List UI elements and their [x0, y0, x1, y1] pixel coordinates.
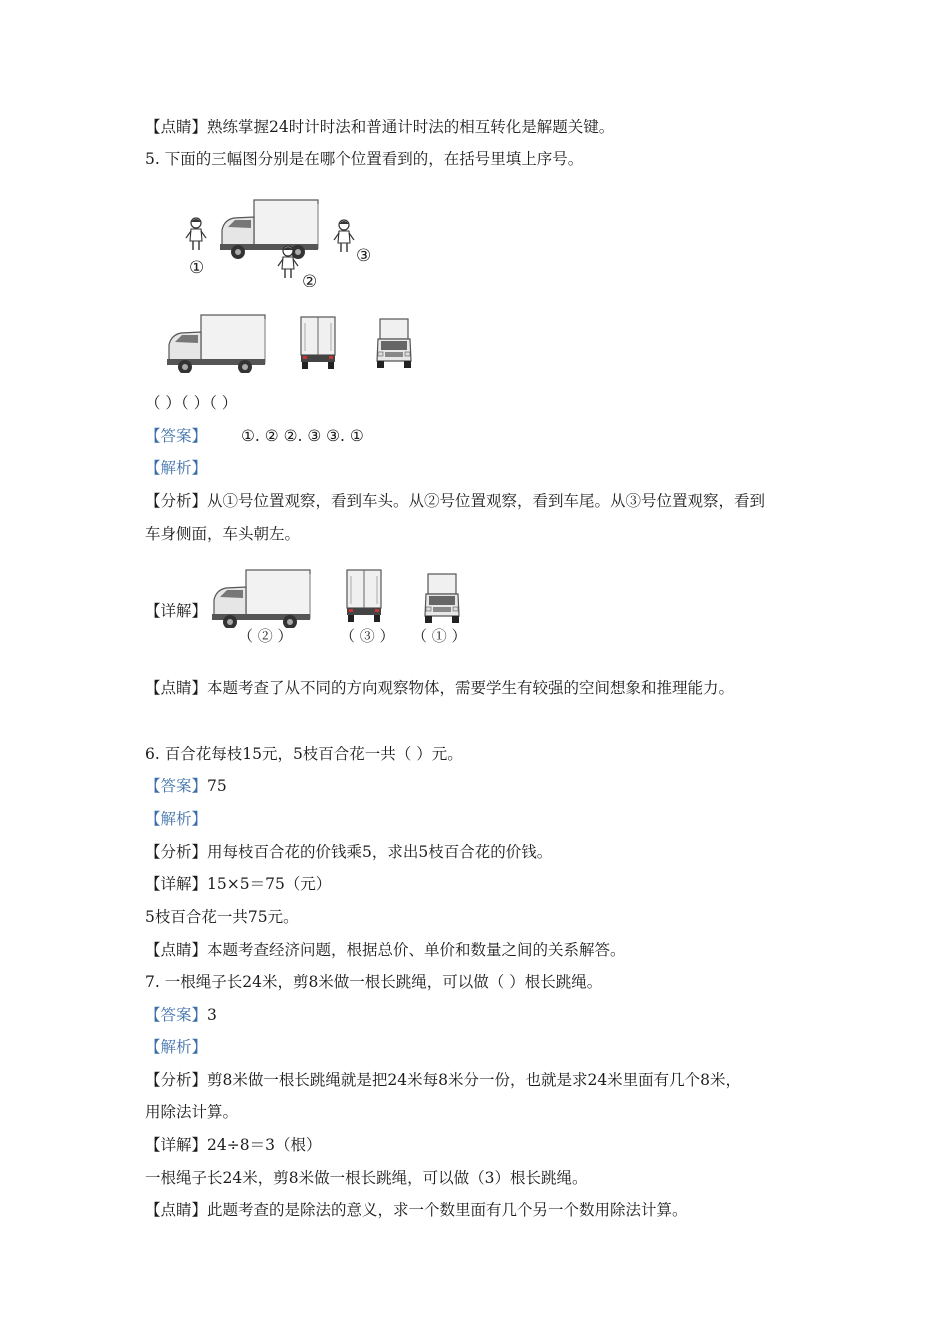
- detail-truck-front: [425, 574, 459, 623]
- dianjing-tag: 【点睛】: [145, 941, 208, 959]
- q7-dianjing: [145, 1199, 688, 1221]
- xiangjie-tag: 【详解】: [145, 1136, 208, 1154]
- truck-side-view: [167, 315, 265, 373]
- xiangjie-tag: 【详解】: [145, 875, 208, 893]
- q6-jiexi-tag: 【解析】: [145, 810, 208, 828]
- q6-xiangjie: [145, 873, 331, 895]
- q6-fenxi: [145, 841, 552, 863]
- detail-truck-side: [212, 570, 310, 628]
- q7-fenxi-line2: 用除法计算。: [145, 1103, 239, 1121]
- detail-truck-rear: [347, 570, 381, 622]
- q5-answer: [145, 425, 364, 447]
- fenxi-text: 剪8米做一根长跳绳就是把24米每8米分一份，也就是求24米里面有几个8米，: [207, 1071, 742, 1089]
- answer-tag: 【答案】: [145, 427, 208, 445]
- xiangjie-text: 15×5＝75（元）: [207, 875, 332, 893]
- q6-answer: [145, 775, 227, 797]
- three-views-illustration: [165, 313, 427, 373]
- dianjing-text: 此题考查的是除法的意义，求一个数里面有几个另一个数用除法计算。: [207, 1201, 688, 1219]
- dianjing-tag: 【点睛】: [145, 118, 208, 136]
- q5-dianjing: [145, 677, 734, 699]
- q5-answer-blanks: （ ）（ ）（ ）: [145, 394, 238, 412]
- fenxi-tag: 【分析】: [145, 1071, 208, 1089]
- position-2-label: ②: [302, 272, 318, 287]
- q5-jiexi-tag: 【解析】: [145, 459, 208, 477]
- q6-question: 6. 百合花每枝15元，5枝百合花一共（ ）元。: [145, 745, 463, 763]
- q7-answer: [145, 1004, 217, 1026]
- answer-tag: 【答案】: [145, 1006, 208, 1024]
- q7-question: 7. 一根绳子长24米，剪8米做一根长跳绳，可以做（ ）根长跳绳。: [145, 973, 603, 991]
- q6-dianjing: [145, 939, 626, 961]
- fenxi-text: 用每枝百合花的价钱乘5，求出5枝百合花的价钱。: [207, 843, 553, 861]
- q5-scene-figure: [180, 195, 380, 287]
- answer-text: ①. ② ②. ③ ③. ①: [241, 427, 364, 445]
- caption-rear: （ ③ ）: [340, 627, 395, 645]
- fenxi-tag: 【分析】: [145, 492, 208, 510]
- truck-rear-view: [301, 317, 335, 369]
- fenxi-text: 从①号位置观察，看到车头。从②号位置观察，看到车尾。从③号位置观察，看到: [207, 492, 766, 510]
- q5-detail-figures: [210, 568, 472, 628]
- answer-text: 3: [207, 1006, 217, 1024]
- dianjing-text: 本题考查了从不同的方向观察物体，需要学生有较强的空间想象和推理能力。: [207, 679, 735, 697]
- q5-xiangjie-tag: 【详解】: [145, 602, 208, 620]
- q7-conclusion: 一根绳子长24米，剪8米做一根长跳绳，可以做（3）根长跳绳。: [145, 1169, 588, 1187]
- prev-dianjing: [145, 116, 614, 138]
- position-1-label: ①: [189, 258, 205, 278]
- q6-conclusion: 5枝百合花一共75元。: [145, 908, 299, 926]
- dianjing-tag: 【点睛】: [145, 679, 208, 697]
- caption-side: （ ② ）: [238, 627, 293, 645]
- q7-jiexi-tag: 【解析】: [145, 1038, 208, 1056]
- q5-fenxi-line2: 车身侧面，车头朝左。: [145, 525, 301, 543]
- xiangjie-text: 24÷8＝3（根）: [207, 1136, 322, 1154]
- dianjing-text: 熟练掌握24时计时法和普通计时法的相互转化是解题关键。: [207, 118, 615, 136]
- q5-question: 5. 下面的三幅图分别是在哪个位置看到的，在括号里填上序号。: [145, 150, 584, 168]
- caption-front: （ ① ）: [412, 627, 467, 645]
- detail-views-illustration: [210, 568, 472, 628]
- q7-fenxi: [145, 1069, 741, 1091]
- q5-fenxi: [145, 490, 765, 512]
- fenxi-tag: 【分析】: [145, 843, 208, 861]
- q5-view-figures: [165, 313, 427, 373]
- answer-text: 75: [207, 777, 227, 795]
- dianjing-tag: 【点睛】: [145, 1201, 208, 1219]
- q7-xiangjie: [145, 1134, 321, 1156]
- truck-front-view: [377, 319, 411, 368]
- dianjing-text: 本题考查经济问题，根据总价、单价和数量之间的关系解答。: [207, 941, 626, 959]
- scene-illustration: [180, 195, 380, 287]
- answer-tag: 【答案】: [145, 777, 208, 795]
- position-3-label: ③: [356, 246, 372, 266]
